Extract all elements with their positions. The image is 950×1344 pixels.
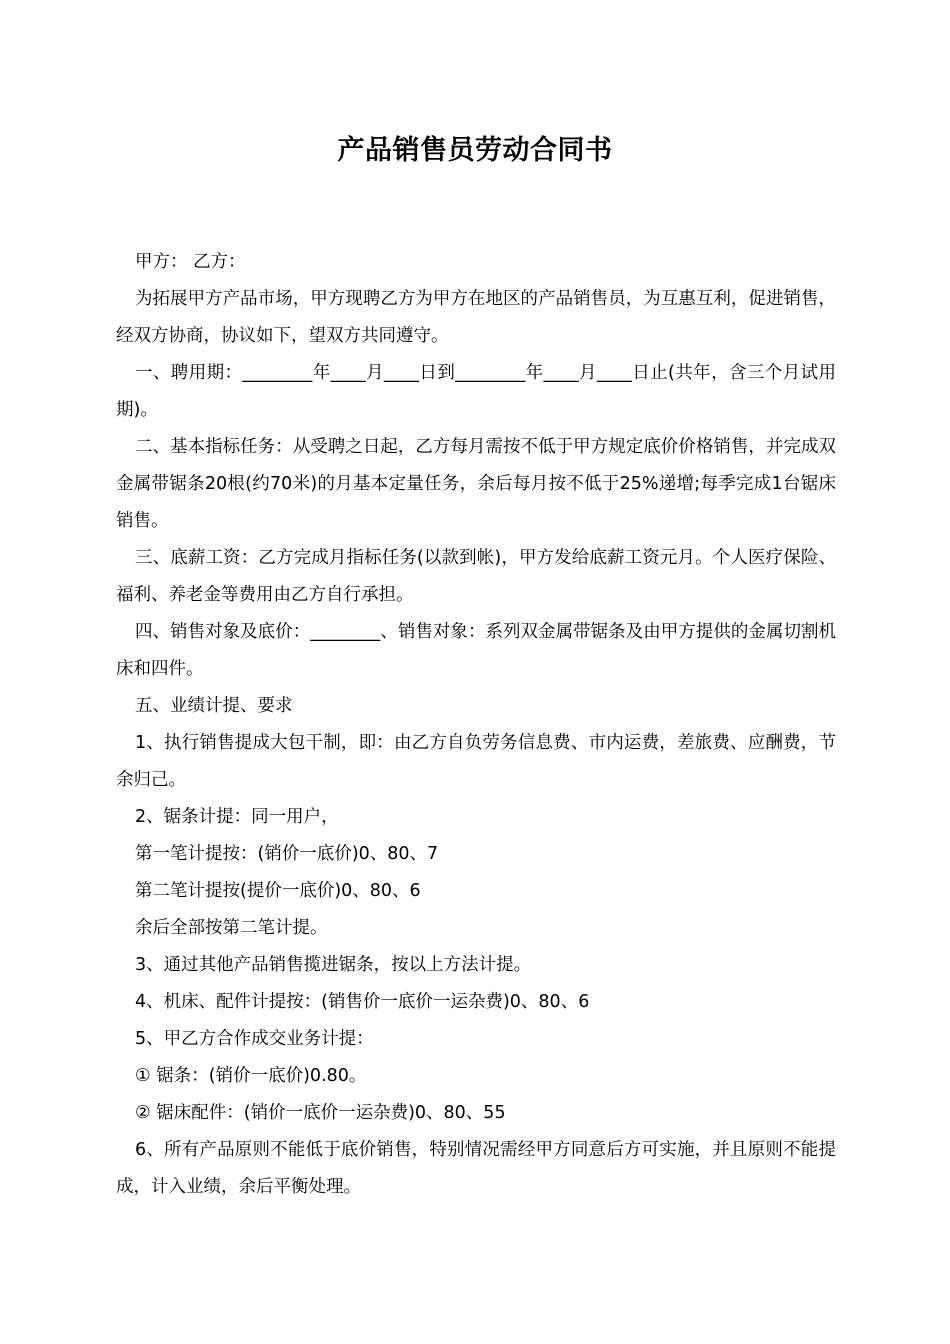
item-4-machine-parts: 4、机床、配件计提按：(销售价一底价一运杂费)0、80、6 — [135, 992, 590, 1012]
clause-employment-period: 一、聘用期：________年____月____日到________年____月____日止(共年，含三个月试用期)。 — [116, 363, 836, 420]
clause-basic-targets: 二、基本指标任务：从受聘之日起，乙方每月需按不低于甲方规定底价价格销售，并完成双金属带锯条20根(约70米)的月基本定量任务，余后每月按不低于25%递增;每季完成1台锯床销售。 — [116, 437, 836, 531]
second-commission-line: 第二笔计提按(提价一底价)0、80、6 — [135, 881, 421, 901]
sub-item-saw-blade: ① 锯条：(销价一底价)0.80。 — [135, 1066, 367, 1086]
clause-performance-heading: 五、业绩计提、要求 — [135, 696, 293, 716]
party-line: 甲方： 乙方： — [135, 252, 246, 272]
document-title: 产品销售员劳动合同书 — [337, 135, 613, 166]
item-3-other-products: 3、通过其他产品销售揽进锯条，按以上方法计提。 — [135, 955, 532, 975]
preamble-paragraph: 为拓展甲方产品市场，甲方现聘乙方为甲方在地区的产品销售员，为互惠互利，促进销售，经双方协商，协议如下，望双方共同遵守。 — [116, 289, 836, 346]
item-1-lump-sum: 1、执行销售提成大包干制，即：由乙方自负劳务信息费、市内运费，差旅费、应酬费，节余归己。 — [116, 733, 836, 790]
first-commission-line: 第一笔计提按：(销价一底价)0、80、7 — [135, 844, 439, 864]
remaining-commission-line: 余后全部按第二笔计提。 — [135, 918, 328, 938]
item-2-saw-blade-commission: 2、锯条计提：同一用户， — [135, 807, 339, 827]
document-body — [116, 244, 836, 1206]
item-6-floor-price-rule: 6、所有产品原则不能低于底价销售，特别情况需经甲方同意后方可实施，并且原则不能提成，计入业绩，余后平衡处理。 — [116, 1140, 836, 1197]
item-5-joint-business: 5、甲乙方合作成交业务计提： — [135, 1029, 374, 1049]
clause-sales-targets-and-floor-price: 四、销售对象及底价：________、销售对象：系列双金属带锯条及由甲方提供的金属切割机床和四件。 — [116, 622, 836, 679]
clause-base-salary: 三、底薪工资：乙方完成月指标任务(以款到帐)，甲方发给底薪工资元月。个人医疗保险、福利、养老金等费用由乙方自行承担。 — [116, 548, 836, 605]
sub-item-saw-machine-parts: ② 锯床配件：(销价一底价一运杂费)0、80、55 — [135, 1103, 506, 1123]
